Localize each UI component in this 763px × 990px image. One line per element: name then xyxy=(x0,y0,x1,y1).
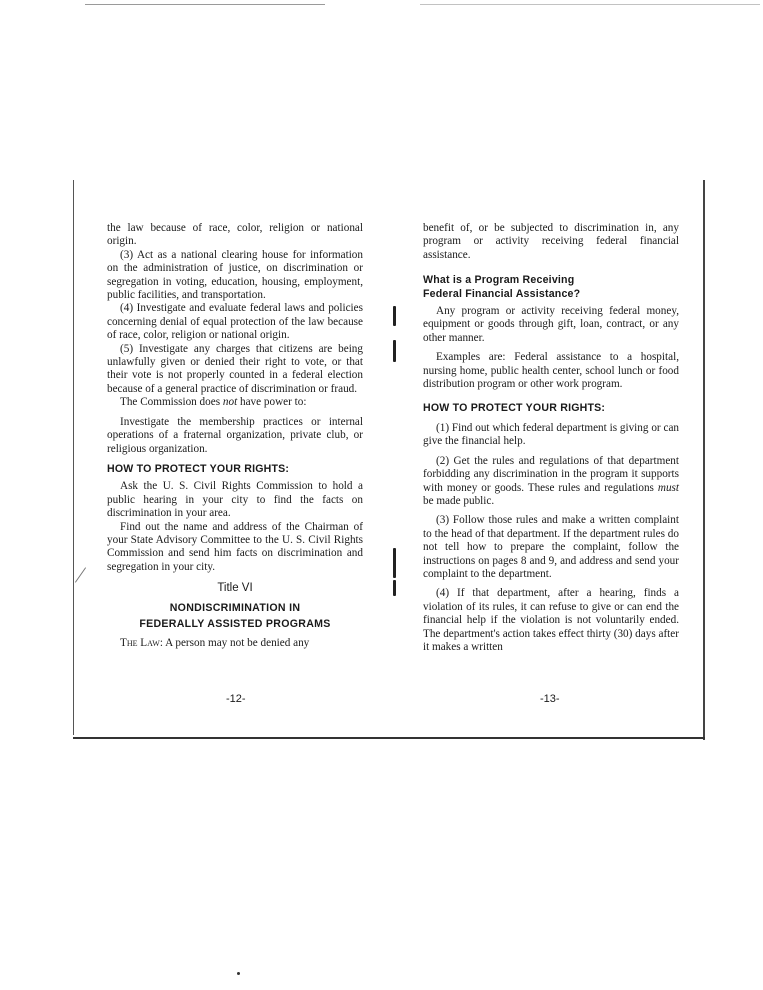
law-label: The Law: xyxy=(120,637,163,650)
right-column xyxy=(423,222,679,654)
paragraph: (3) Follow those rules and make a written complaint to the head of that department. If the department rules do not tell how to prepare the complaint, follow the instructions on pages 8 and 9, and address and send your complaint to the department. xyxy=(423,514,679,580)
paragraph: Find out the name and address of the Chairman of your State Advisory Committee to the U. S. Civil Rights Commission and send him facts on discrimination and segregation in your city. xyxy=(107,520,363,573)
page-frame-left xyxy=(73,180,74,735)
page-frame-bottom xyxy=(73,737,705,739)
emphasis: must xyxy=(657,481,679,494)
binding-mark xyxy=(393,340,396,362)
paragraph xyxy=(107,396,363,409)
paragraph: Any program or activity receiving federal money, equipment or goods through gift, loan, contract, or any other manner. xyxy=(423,305,679,344)
section-heading: What is a Program Receiving xyxy=(423,274,575,287)
paragraph: (3) Act as a national clearing house for information on the administration of justice, on discrimination or segregation in voting, education, housing, employment, public facilities, and transportation. xyxy=(107,248,363,302)
text-run: be made public. xyxy=(423,494,495,507)
subtitle-heading: FEDERALLY ASSISTED PROGRAMS xyxy=(139,617,331,630)
left-column xyxy=(107,222,363,651)
text-run: (2) Get the rules and regulations of that department forbidding any discrimination in the program it supports with money or goods. These rules and regulations xyxy=(423,454,679,494)
scan-edge-line xyxy=(85,4,325,5)
binding-mark xyxy=(393,548,396,578)
section-heading: HOW TO PROTECT YOUR RIGHTS: xyxy=(423,402,606,415)
paragraph: Investigate the membership practices or internal operations of a fraternal organization, private club, or religious organization. xyxy=(107,415,363,455)
paragraph: Ask the U. S. Civil Rights Commission to hold a public hearing in your city to find the facts on discrimination in your area. xyxy=(107,480,363,520)
paragraph: (4) Investigate and evaluate federal laws and policies concerning denial of equal protection of the law because of race, color, religion or national origin. xyxy=(107,302,363,342)
text-run: A person may not be denied any xyxy=(162,637,310,650)
emphasis: not xyxy=(222,396,238,409)
subtitle-heading: NONDISCRIMINATION IN xyxy=(169,601,301,614)
text-run: have power to: xyxy=(237,396,307,409)
section-heading: HOW TO PROTECT YOUR RIGHTS: xyxy=(107,462,290,475)
paragraph: the law because of race, color, religion or national origin. xyxy=(107,222,363,248)
paragraph: (5) Investigate any charges that citizens are being unlawfully given or denied their right to vote, or that their vote is not properly counted in a federal election because of a general practice of discrimination or fraud. xyxy=(107,342,363,395)
binding-mark xyxy=(393,580,396,596)
scan-edge-line xyxy=(420,4,760,5)
page-number-right: -13- xyxy=(540,693,560,705)
page-frame-right xyxy=(703,180,705,740)
text-run: The Commission does xyxy=(120,396,223,409)
paragraph: (1) Find out which federal department is giving or can give the financial help. xyxy=(423,421,679,448)
page-number-left: -12- xyxy=(226,693,246,705)
paragraph: (4) If that department, after a hearing, finds a violation of its rules, it can refuse to give or can end the financial help if the violation is not voluntarily ended. The department's action takes effect thirty (30) days after it makes a written xyxy=(423,587,679,653)
paragraph: benefit of, or be subjected to discrimination in, any program or activity receiving federal financial assistance. xyxy=(423,222,679,261)
scan-artifact xyxy=(75,567,86,582)
paragraph xyxy=(107,637,363,650)
paragraph xyxy=(423,455,679,509)
section-heading: Federal Financial Assistance? xyxy=(423,287,581,300)
scan-artifact xyxy=(237,972,240,975)
binding-mark xyxy=(393,306,396,326)
paragraph: Examples are: Federal assistance to a hospital, nursing home, public health center, school lunch or food distribution program or other work program. xyxy=(423,351,679,391)
title-heading: Title VI xyxy=(217,582,253,595)
